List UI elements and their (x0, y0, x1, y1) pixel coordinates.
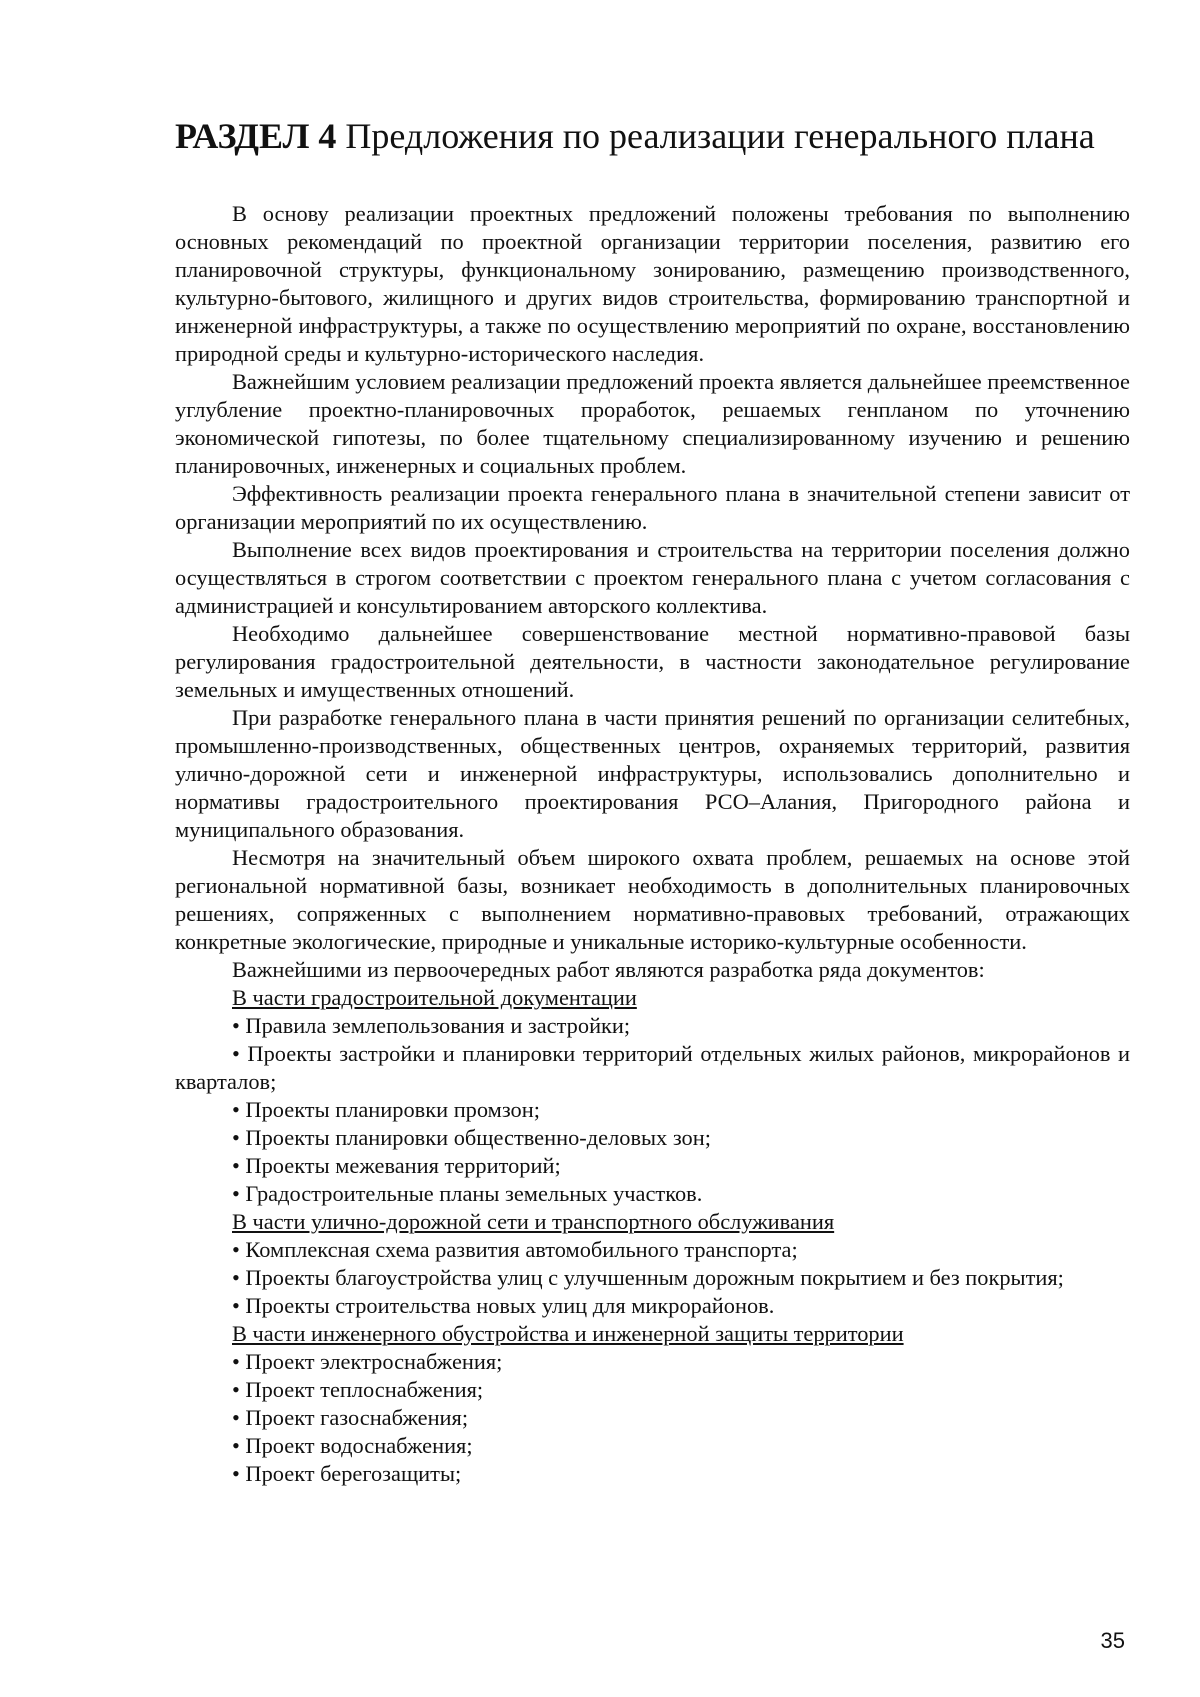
list-item: • Проекты планировки промзон; (232, 1097, 540, 1122)
list-item: • Градостроительные планы земельных участков. (232, 1181, 703, 1206)
subsection-heading-urban-planning: В части градостроительной документации (232, 985, 637, 1010)
list-item: • Правила землепользования и застройки; (232, 1013, 631, 1038)
list-item: • Проект газоснабжения; (232, 1405, 469, 1430)
section-label: РАЗДЕЛ 4 (175, 116, 337, 156)
body-text (175, 200, 1130, 1488)
list-item: • Проекты застройки и планировки территорий отдельных жилых районов, микрорайонов и кварталов; (175, 1041, 1130, 1094)
paragraph: Эффективность реализации проекта генерального плана в значительной степени зависит от организации мероприятий по их осуществлению. (175, 481, 1130, 534)
paragraph: Несмотря на значительный объем широкого охвата проблем, решаемых на основе этой региональной нормативной базы, возникает необходимость в дополнительных планировочных решениях, сопряженных с выполнением нормативно-правовых требований, отражающих конкретные экологические, природные и уникальные историко-культурные особенности. (175, 845, 1130, 954)
paragraph: Необходимо дальнейшее совершенствование местной нормативно-правовой базы регулирования градостроительной деятельности, в частности законодательное регулирование земельных и имущественных отношений. (175, 621, 1130, 702)
page-content (175, 112, 1130, 1488)
section-title: Предложения по реализации генерального плана (345, 116, 1095, 156)
list-item: • Проекты строительства новых улиц для микрорайонов. (232, 1293, 775, 1318)
paragraph: Важнейшим условием реализации предложений проекта является дальнейшее преемственное углубление проектно-планировочных проработок, решаемых генпланом по уточнению экономической гипотезы, по более тщательному специализированному изучению и решению планировочных, инженерных и социальных проблем. (175, 369, 1130, 478)
page-number: 35 (1100, 1628, 1125, 1653)
list-item: • Проекты межевания территорий; (232, 1153, 561, 1178)
list-item: • Проект берегозащиты; (232, 1461, 462, 1486)
list-item: • Проекты планировки общественно-деловых зон; (232, 1125, 711, 1150)
list-item: • Проекты благоустройства улиц с улучшенным дорожным покрытием и без покрытия; (232, 1265, 1064, 1290)
section-heading (175, 112, 1130, 160)
list-item: • Комплексная схема развития автомобильного транспорта; (232, 1237, 798, 1262)
list-item: • Проект теплоснабжения; (232, 1377, 484, 1402)
paragraph: В основу реализации проектных предложений положены требования по выполнению основных рекомендаций по проектной организации территории поселения, развитию его планировочной структуры, функциональному зонированию, размещению производственного, культурно-бытового, жилищного и других видов строительства, формированию транспортной и инженерной инфраструктуры, а также по осуществлению мероприятий по охране, восстановлению природной среды и культурно-исторического наследия. (175, 201, 1130, 366)
subsection-heading-engineering: В части инженерного обустройства и инженерной защиты территории (232, 1321, 904, 1346)
paragraph: При разработке генерального плана в части принятия решений по организации селитебных, промышленно-производственных, общественных центров, охраняемых территорий, развития улично-дорожной сети и инженерной инфраструктуры, использовались дополнительно и нормативы градостроительного проектирования РСО–Алания, Пригородного района и муниципального образования. (175, 705, 1130, 842)
subsection-heading-roads-transport: В части улично-дорожной сети и транспортного обслуживания (232, 1209, 835, 1234)
list-item: • Проект электроснабжения; (232, 1349, 503, 1374)
paragraph: Важнейшими из первоочередных работ являются разработка ряда документов: (232, 957, 985, 982)
paragraph: Выполнение всех видов проектирования и строительства на территории поселения должно осуществляться в строгом соответствии с проектом генерального плана с учетом согласования с администрацией и консультированием авторского коллектива. (175, 537, 1130, 618)
list-item: • Проект водоснабжения; (232, 1433, 473, 1458)
